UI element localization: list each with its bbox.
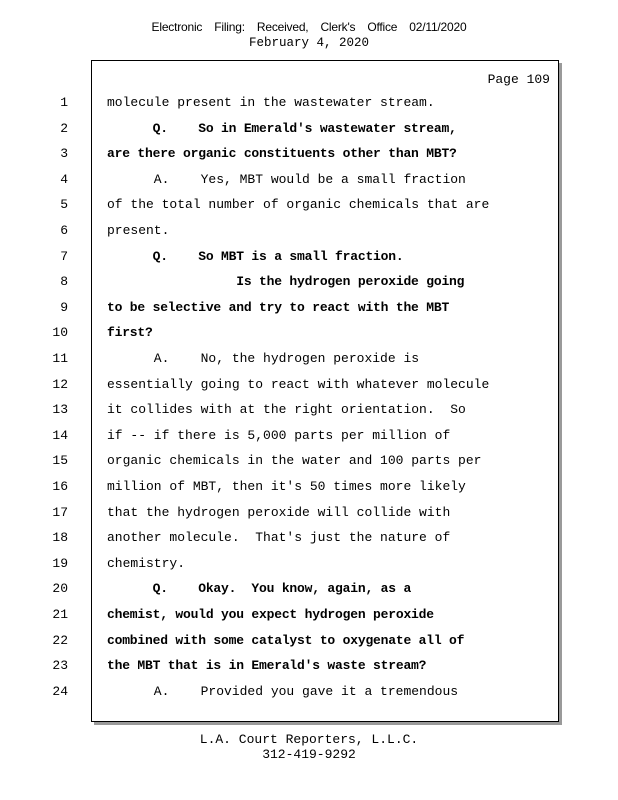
line-text: molecule present in the wastewater stream. [107,95,435,110]
line-text: Q. So in Emerald's wastewater stream, [107,120,457,136]
transcript-line [60,194,558,216]
line-text: Q. So MBT is a small fraction. [107,248,404,264]
transcript-line [60,118,558,140]
transcript-line [52,655,558,677]
line-text: chemistry. [107,555,186,571]
transcript-line [52,630,558,652]
line-number: 4 [60,171,68,187]
line-number: 6 [60,223,68,238]
transcript-line [52,604,558,626]
line-number: 2 [60,120,68,136]
filing-stamp [0,20,618,34]
line-text: chemist, would you expect hydrogen peroxide [107,607,434,622]
transcript-line [52,348,558,370]
line-text: of the total number of organic chemicals that are [107,197,490,213]
line-number: 15 [52,453,68,469]
line-text: Q. Okay. You know, again, as a [107,581,412,597]
transcript-line [52,502,558,524]
transcript-page [52,60,559,722]
line-number: 20 [52,581,68,597]
transcript-line [52,476,558,498]
transcript-lines [52,61,558,721]
line-number: 7 [60,248,68,264]
transcript-line [52,322,558,344]
footer-company: L.A. Court Reporters, L.L.C. [199,732,419,747]
line-text: A. No, the hydrogen peroxide is [107,351,420,366]
line-text: A. Yes, MBT would be a small fraction [107,171,466,187]
stamp-part: Received, [256,20,309,34]
stamp-part: Electronic [151,20,203,34]
footer-phone: 312-419-9292 [262,747,356,762]
footer [0,732,618,762]
line-number: 22 [52,632,68,648]
line-text: A. Provided you gave it a tremendous [107,683,459,699]
line-number: 3 [60,146,68,162]
transcript-line [60,92,558,114]
line-text: that the hydrogen peroxide will collide with [107,504,451,520]
transcript-line [52,399,558,421]
transcript-line [60,220,558,242]
line-number: 11 [52,351,68,366]
line-text: it collides with at the right orientation. So [107,402,466,418]
line-number: 13 [52,402,68,418]
line-text: if -- if there is 5,000 parts per million of [107,427,451,443]
line-number: 17 [52,504,68,520]
line-text: organic chemicals in the water and 100 parts per [107,453,482,469]
line-number: 8 [60,274,68,290]
stamp-part: Filing: [214,20,245,34]
line-text: essentially going to react with whatever molecule [107,376,490,392]
line-number: 9 [60,299,68,315]
line-number: 12 [52,376,68,392]
line-number: 10 [52,325,68,341]
transcript-line [52,578,558,600]
line-number: 5 [60,197,68,213]
transcript-line [60,143,558,165]
line-text: million of MBT, then it's 50 times more likely [107,479,466,494]
line-text: combined with some catalyst to oxygenate all of [107,632,465,648]
transcript-line [60,271,558,293]
transcript-line [52,450,558,472]
line-text: another molecule. That's just the nature of [107,530,451,546]
line-number: 23 [52,658,68,674]
line-text: present. [107,223,170,238]
transcript-line [60,297,558,319]
transcript-line [60,169,558,191]
stamp-part: 02/11/2020 [409,20,467,34]
line-number: 21 [52,607,68,622]
stamp-part: Office [367,20,398,34]
line-text: to be selective and try to react with the MBT [107,299,450,315]
line-text: first? [107,325,153,341]
transcript-date: February 4, 2020 [248,36,370,50]
transcript-line [60,246,558,268]
transcript-line [52,374,558,396]
line-text: the MBT that is in Emerald's waste stream? [107,658,427,674]
line-number: 16 [52,479,68,494]
line-text: are there organic constituents other than MBT? [107,146,457,162]
line-number: 18 [52,530,68,546]
line-number: 14 [52,427,68,443]
transcript-line [52,681,558,703]
transcript-line [52,553,558,575]
transcript-line [52,527,558,549]
line-text: Is the hydrogen peroxide going [107,274,465,290]
line-number: 24 [52,683,68,699]
page-number: Page 109 [487,72,550,87]
line-number: 1 [60,95,68,110]
transcript-line [52,425,558,447]
line-number: 19 [52,555,68,571]
stamp-part: Clerk's [320,20,356,34]
